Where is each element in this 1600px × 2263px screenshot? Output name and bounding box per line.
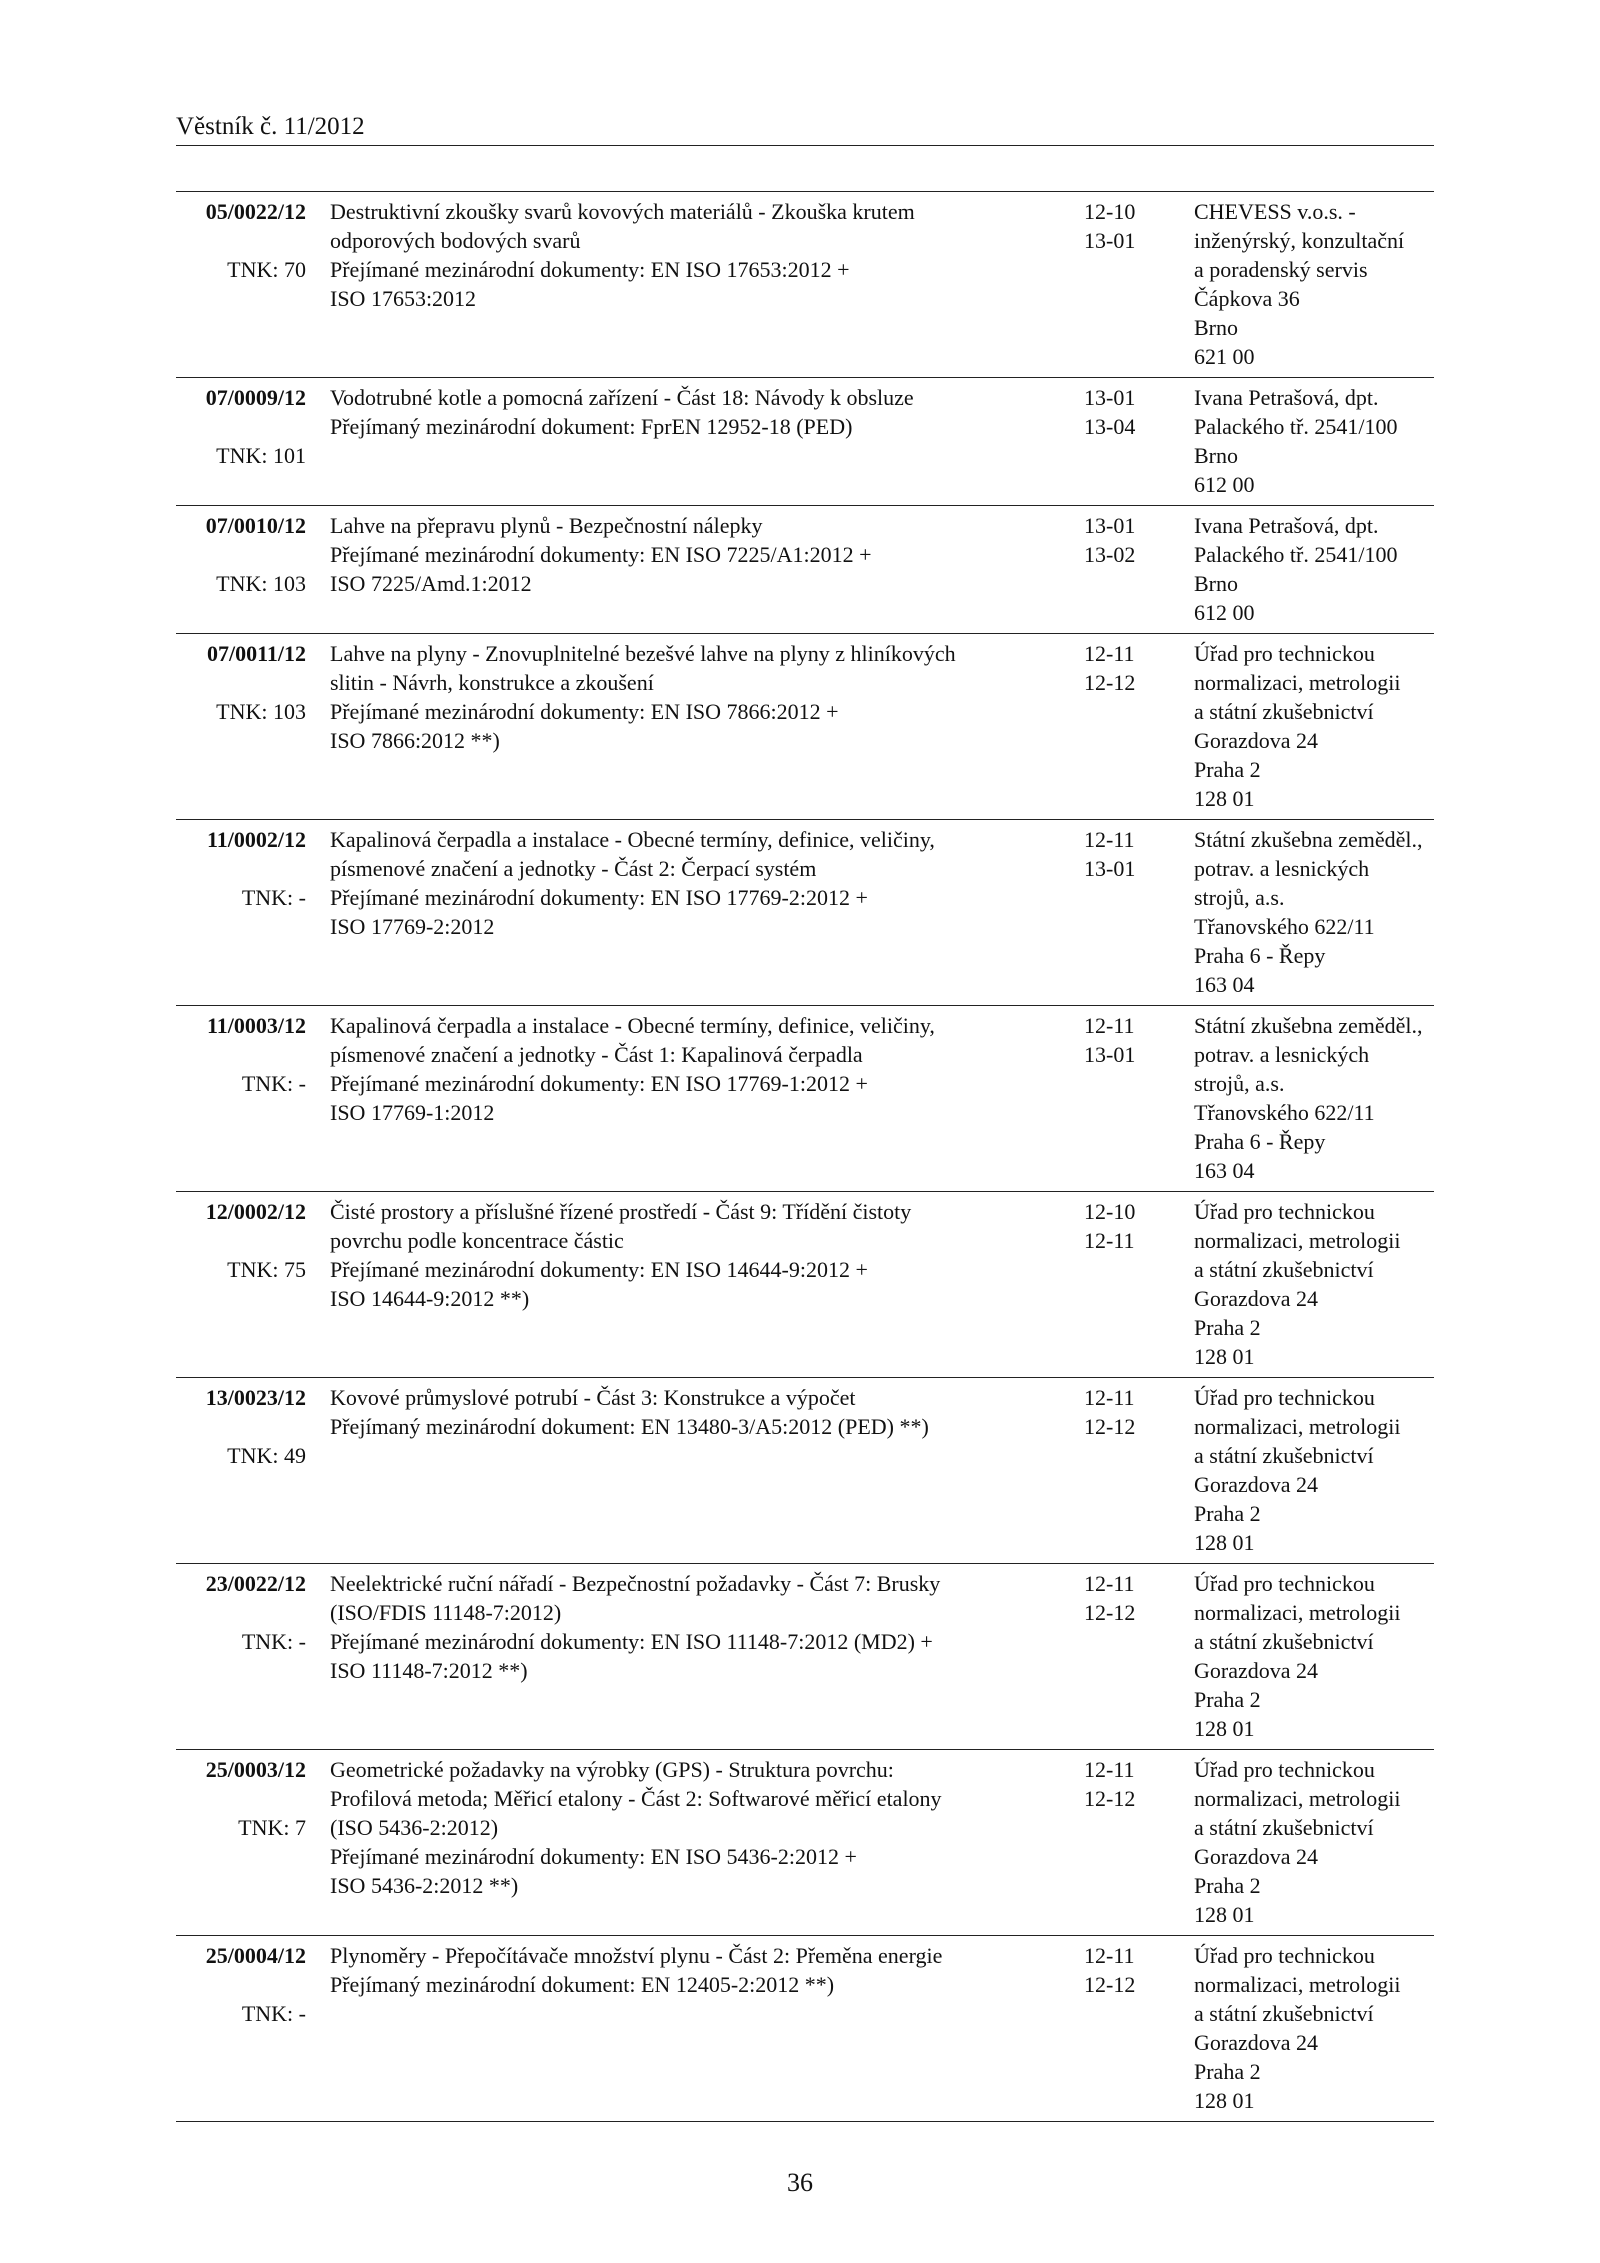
table-row bbox=[176, 1192, 1434, 1378]
adopted-document-line: ISO 14644-9:2012 **) bbox=[330, 1286, 530, 1311]
date-value: 13-01 bbox=[1084, 1042, 1136, 1067]
processor-line: normalizaci, metrologii bbox=[1194, 1414, 1401, 1439]
date-value: 12-11 bbox=[1084, 1228, 1135, 1253]
standard-title-line: písmenové značení a jednotky - Část 1: Kapalinová čerpadla bbox=[330, 1042, 863, 1067]
standard-number: 23/0022/12 bbox=[205, 1571, 306, 1596]
processor-line: Ivana Petrašová, dpt. bbox=[1194, 513, 1379, 538]
processor-line: a státní zkušebnictví bbox=[1194, 1257, 1374, 1282]
processor-line: strojů, a.s. bbox=[1194, 1071, 1285, 1096]
processor-line: normalizaci, metrologii bbox=[1194, 1786, 1401, 1811]
dates-cell bbox=[1084, 1755, 1194, 1929]
date-value: 13-02 bbox=[1084, 542, 1136, 567]
standard-title-line: Lahve na plyny - Znovuplnitelné bezešvé lahve na plyny z hliníkových bbox=[330, 641, 956, 666]
processor-line: Praha 2 bbox=[1194, 757, 1261, 782]
processor-line: 128 01 bbox=[1194, 1530, 1255, 1555]
dates-cell bbox=[1084, 639, 1194, 813]
row-id-cell bbox=[176, 1011, 314, 1185]
date-value: 12-11 bbox=[1084, 1385, 1135, 1410]
dates-cell bbox=[1084, 1941, 1194, 2115]
standard-title-line: Geometrické požadavky na výrobky (GPS) - Struktura povrchu: bbox=[330, 1757, 894, 1782]
date-value: 12-12 bbox=[1084, 670, 1136, 695]
processor-cell bbox=[1194, 197, 1434, 371]
date-value: 12-11 bbox=[1084, 1757, 1135, 1782]
processor-line: 128 01 bbox=[1194, 786, 1255, 811]
processor-line: normalizaci, metrologii bbox=[1194, 1228, 1401, 1253]
processor-line: a státní zkušebnictví bbox=[1194, 1443, 1374, 1468]
processor-line: Gorazdova 24 bbox=[1194, 2030, 1319, 2055]
processor-cell bbox=[1194, 1011, 1434, 1185]
processor-line: Brno bbox=[1194, 571, 1238, 596]
processor-line: 128 01 bbox=[1194, 1344, 1255, 1369]
date-value: 12-12 bbox=[1084, 1972, 1136, 1997]
tnk-code: TNK: 70 bbox=[227, 257, 306, 282]
standard-number: 25/0003/12 bbox=[205, 1757, 306, 1782]
date-value: 13-04 bbox=[1084, 414, 1136, 439]
processor-line: normalizaci, metrologii bbox=[1194, 1972, 1401, 1997]
processor-line: Praha 2 bbox=[1194, 1687, 1261, 1712]
description-cell bbox=[314, 1197, 1084, 1371]
standard-number: 11/0003/12 bbox=[206, 1013, 306, 1038]
standard-title-line: (ISO/FDIS 11148-7:2012) bbox=[330, 1600, 562, 1625]
date-value: 12-10 bbox=[1084, 199, 1136, 224]
standard-title-line: (ISO 5436-2:2012) bbox=[330, 1815, 499, 1840]
table-row bbox=[176, 506, 1434, 634]
adopted-document-line: Přejímané mezinárodní dokumenty: EN ISO 17769-1:2012 + bbox=[330, 1071, 868, 1096]
dates-cell bbox=[1084, 1569, 1194, 1743]
processor-line: Gorazdova 24 bbox=[1194, 1658, 1319, 1683]
tnk-code: TNK: 103 bbox=[216, 699, 306, 724]
row-id-cell bbox=[176, 1569, 314, 1743]
processor-line: Praha 6 - Řepy bbox=[1194, 1129, 1326, 1154]
tnk-code: TNK: - bbox=[241, 885, 306, 910]
tnk-code: TNK: 75 bbox=[227, 1257, 306, 1282]
processor-line: a poradenský servis bbox=[1194, 257, 1368, 282]
processor-line: 128 01 bbox=[1194, 1716, 1255, 1741]
row-id-cell bbox=[176, 511, 314, 627]
standard-title-line: odporových bodových svarů bbox=[330, 228, 581, 253]
adopted-document-line: Přejímané mezinárodní dokumenty: EN ISO 11148-7:2012 (MD2) + bbox=[330, 1629, 933, 1654]
processor-line: Gorazdova 24 bbox=[1194, 1286, 1319, 1311]
processor-cell bbox=[1194, 825, 1434, 999]
adopted-document-line: Přejímané mezinárodní dokumenty: EN ISO 17653:2012 + bbox=[330, 257, 850, 282]
tnk-code: TNK: 7 bbox=[238, 1815, 306, 1840]
processor-line: 621 00 bbox=[1194, 344, 1255, 369]
adopted-document-line: ISO 11148-7:2012 **) bbox=[330, 1658, 528, 1683]
table-row bbox=[176, 378, 1434, 506]
description-cell bbox=[314, 1755, 1084, 1929]
processor-line: potrav. a lesnických bbox=[1194, 856, 1370, 881]
standard-title-line: Kovové průmyslové potrubí - Část 3: Konstrukce a výpočet bbox=[330, 1385, 856, 1410]
description-cell bbox=[314, 825, 1084, 999]
description-cell bbox=[314, 1011, 1084, 1185]
standard-title-line: Kapalinová čerpadla a instalace - Obecné termíny, definice, veličiny, bbox=[330, 1013, 935, 1038]
processor-cell bbox=[1194, 1569, 1434, 1743]
processor-line: Třanovského 622/11 bbox=[1194, 914, 1375, 939]
processor-line: 128 01 bbox=[1194, 1902, 1255, 1927]
date-value: 12-12 bbox=[1084, 1414, 1136, 1439]
processor-line: inženýrský, konzultační bbox=[1194, 228, 1405, 253]
processor-line: 128 01 bbox=[1194, 2088, 1255, 2113]
standard-title-line: písmenové značení a jednotky - Část 2: Čerpací systém bbox=[330, 856, 817, 881]
standard-number: 07/0011/12 bbox=[206, 641, 306, 666]
processor-line: Třanovského 622/11 bbox=[1194, 1100, 1375, 1125]
table-row bbox=[176, 634, 1434, 820]
dates-cell bbox=[1084, 197, 1194, 371]
processor-line: Státní zkušebna zeměděl., bbox=[1194, 827, 1423, 852]
processor-cell bbox=[1194, 639, 1434, 813]
processor-line: a státní zkušebnictví bbox=[1194, 2001, 1374, 2026]
standard-title-line: Kapalinová čerpadla a instalace - Obecné termíny, definice, veličiny, bbox=[330, 827, 935, 852]
journal-title: Věstník č. 11/2012 bbox=[176, 113, 365, 140]
processor-line: a státní zkušebnictví bbox=[1194, 1629, 1374, 1654]
processor-line: Státní zkušebna zeměděl., bbox=[1194, 1013, 1423, 1038]
processor-line: Praha 2 bbox=[1194, 2059, 1261, 2084]
standard-title-line: Destruktivní zkoušky svarů kovových materiálů - Zkouška krutem bbox=[330, 199, 915, 224]
table-row bbox=[176, 1750, 1434, 1936]
table-row bbox=[176, 1378, 1434, 1564]
description-cell bbox=[314, 1569, 1084, 1743]
tnk-code: TNK: 49 bbox=[227, 1443, 306, 1468]
adopted-document-line: ISO 17653:2012 bbox=[330, 286, 477, 311]
processor-line: a státní zkušebnictví bbox=[1194, 1815, 1374, 1840]
standard-title-line: Plynoměry - Přepočítávače množství plynu - Část 2: Přeměna energie bbox=[330, 1943, 943, 1968]
adopted-document-line: Přejímané mezinárodní dokumenty: EN ISO 7866:2012 + bbox=[330, 699, 839, 724]
processor-line: Palackého tř. 2541/100 bbox=[1194, 414, 1398, 439]
row-id-cell bbox=[176, 1941, 314, 2115]
processor-line: Gorazdova 24 bbox=[1194, 1472, 1319, 1497]
description-cell bbox=[314, 1941, 1084, 2115]
date-value: 12-10 bbox=[1084, 1199, 1136, 1224]
table-row bbox=[176, 820, 1434, 1006]
standard-title-line: Neelektrické ruční nářadí - Bezpečnostní požadavky - Část 7: Brusky bbox=[330, 1571, 941, 1596]
date-value: 12-11 bbox=[1084, 1013, 1135, 1038]
adopted-document-line: Přejímaný mezinárodní dokument: EN 13480-3/A5:2012 (PED) **) bbox=[330, 1414, 929, 1439]
description-cell bbox=[314, 639, 1084, 813]
processor-line: Praha 2 bbox=[1194, 1315, 1261, 1340]
processor-cell bbox=[1194, 1197, 1434, 1371]
processor-line: Brno bbox=[1194, 315, 1238, 340]
date-value: 13-01 bbox=[1084, 513, 1136, 538]
processor-line: Úřad pro technickou bbox=[1194, 1943, 1375, 1968]
date-value: 12-11 bbox=[1084, 1571, 1135, 1596]
processor-line: strojů, a.s. bbox=[1194, 885, 1285, 910]
adopted-document-line: Přejímané mezinárodní dokumenty: EN ISO 7225/A1:2012 + bbox=[330, 542, 872, 567]
standard-number: 12/0002/12 bbox=[205, 1199, 306, 1224]
adopted-document-line: Přejímaný mezinárodní dokument: EN 12405-2:2012 **) bbox=[330, 1972, 835, 1997]
standard-number: 05/0022/12 bbox=[205, 199, 306, 224]
processor-line: potrav. a lesnických bbox=[1194, 1042, 1370, 1067]
processor-line: Gorazdova 24 bbox=[1194, 1844, 1319, 1869]
dates-cell bbox=[1084, 825, 1194, 999]
tnk-code: TNK: - bbox=[241, 1629, 306, 1654]
table-row bbox=[176, 192, 1434, 378]
standard-title-line: Vodotrubné kotle a pomocná zařízení - Část 18: Návody k obsluze bbox=[330, 385, 914, 410]
standard-number: 25/0004/12 bbox=[205, 1943, 306, 1968]
date-value: 13-01 bbox=[1084, 385, 1136, 410]
page-number: 36 bbox=[787, 2168, 813, 2197]
standard-number: 07/0009/12 bbox=[205, 385, 306, 410]
processor-cell bbox=[1194, 1755, 1434, 1929]
processor-line: normalizaci, metrologii bbox=[1194, 1600, 1401, 1625]
date-value: 12-12 bbox=[1084, 1600, 1136, 1625]
description-cell bbox=[314, 197, 1084, 371]
processor-cell bbox=[1194, 1383, 1434, 1557]
date-value: 12-12 bbox=[1084, 1786, 1136, 1811]
tnk-code: TNK: 101 bbox=[216, 443, 306, 468]
standard-title-line: Čisté prostory a příslušné řízené prostředí - Část 9: Třídění čistoty bbox=[330, 1199, 912, 1224]
processor-line: normalizaci, metrologii bbox=[1194, 670, 1401, 695]
date-value: 12-11 bbox=[1084, 827, 1135, 852]
processor-line: Úřad pro technickou bbox=[1194, 1571, 1375, 1596]
adopted-document-line: ISO 5436-2:2012 **) bbox=[330, 1873, 519, 1898]
processor-line: Úřad pro technickou bbox=[1194, 1199, 1375, 1224]
dates-cell bbox=[1084, 1011, 1194, 1185]
standards-table bbox=[176, 191, 1434, 2122]
description-cell bbox=[314, 511, 1084, 627]
processor-line: 163 04 bbox=[1194, 972, 1255, 997]
processor-line: Úřad pro technickou bbox=[1194, 1385, 1375, 1410]
processor-cell bbox=[1194, 511, 1434, 627]
row-id-cell bbox=[176, 383, 314, 499]
processor-line: Úřad pro technickou bbox=[1194, 1757, 1375, 1782]
processor-line: a státní zkušebnictví bbox=[1194, 699, 1374, 724]
standard-title-line: Profilová metoda; Měřicí etalony - Část 2: Softwarové měřicí etalony bbox=[330, 1786, 942, 1811]
processor-line: Ivana Petrašová, dpt. bbox=[1194, 385, 1379, 410]
adopted-document-line: ISO 17769-2:2012 bbox=[330, 914, 495, 939]
processor-line: Brno bbox=[1194, 443, 1238, 468]
date-value: 13-01 bbox=[1084, 856, 1136, 881]
description-cell bbox=[314, 383, 1084, 499]
date-value: 12-11 bbox=[1084, 1943, 1135, 1968]
standard-title-line: Lahve na přepravu plynů - Bezpečnostní nálepky bbox=[330, 513, 763, 538]
table-row bbox=[176, 1564, 1434, 1750]
adopted-document-line: ISO 17769-1:2012 bbox=[330, 1100, 495, 1125]
processor-line: Praha 2 bbox=[1194, 1873, 1261, 1898]
row-id-cell bbox=[176, 197, 314, 371]
tnk-code: TNK: - bbox=[241, 2001, 306, 2026]
tnk-code: TNK: 103 bbox=[216, 571, 306, 596]
processor-line: Úřad pro technickou bbox=[1194, 641, 1375, 666]
adopted-document-line: Přejímané mezinárodní dokumenty: EN ISO 14644-9:2012 + bbox=[330, 1257, 868, 1282]
dates-cell bbox=[1084, 1383, 1194, 1557]
row-id-cell bbox=[176, 1197, 314, 1371]
adopted-document-line: Přejímaný mezinárodní dokument: FprEN 12952-18 (PED) bbox=[330, 414, 853, 439]
adopted-document-line: ISO 7866:2012 **) bbox=[330, 728, 500, 753]
table-row bbox=[176, 1936, 1434, 2122]
date-value: 12-11 bbox=[1084, 641, 1135, 666]
processor-line: Praha 6 - Řepy bbox=[1194, 943, 1326, 968]
processor-line: Praha 2 bbox=[1194, 1501, 1261, 1526]
processor-line: Čápkova 36 bbox=[1194, 286, 1300, 311]
processor-line: Gorazdova 24 bbox=[1194, 728, 1319, 753]
dates-cell bbox=[1084, 1197, 1194, 1371]
dates-cell bbox=[1084, 511, 1194, 627]
adopted-document-line: ISO 7225/Amd.1:2012 bbox=[330, 571, 532, 596]
table-row bbox=[176, 1006, 1434, 1192]
standard-title-line: slitin - Návrh, konstrukce a zkoušení bbox=[330, 670, 654, 695]
row-id-cell bbox=[176, 639, 314, 813]
date-value: 13-01 bbox=[1084, 228, 1136, 253]
standard-number: 07/0010/12 bbox=[205, 513, 306, 538]
processor-cell bbox=[1194, 383, 1434, 499]
processor-line: 612 00 bbox=[1194, 472, 1255, 497]
processor-cell bbox=[1194, 1941, 1434, 2115]
description-cell bbox=[314, 1383, 1084, 1557]
adopted-document-line: Přejímané mezinárodní dokumenty: EN ISO 17769-2:2012 + bbox=[330, 885, 868, 910]
standard-number: 11/0002/12 bbox=[206, 827, 306, 852]
processor-line: CHEVESS v.o.s. - bbox=[1194, 199, 1356, 224]
adopted-document-line: Přejímané mezinárodní dokumenty: EN ISO 5436-2:2012 + bbox=[330, 1844, 857, 1869]
tnk-code: TNK: - bbox=[241, 1071, 306, 1096]
page-header bbox=[176, 112, 1434, 146]
row-id-cell bbox=[176, 825, 314, 999]
row-id-cell bbox=[176, 1383, 314, 1557]
dates-cell bbox=[1084, 383, 1194, 499]
processor-line: 163 04 bbox=[1194, 1158, 1255, 1183]
processor-line: Palackého tř. 2541/100 bbox=[1194, 542, 1398, 567]
processor-line: 612 00 bbox=[1194, 600, 1255, 625]
standard-title-line: povrchu podle koncentrace částic bbox=[330, 1228, 624, 1253]
standard-number: 13/0023/12 bbox=[205, 1385, 306, 1410]
row-id-cell bbox=[176, 1755, 314, 1929]
